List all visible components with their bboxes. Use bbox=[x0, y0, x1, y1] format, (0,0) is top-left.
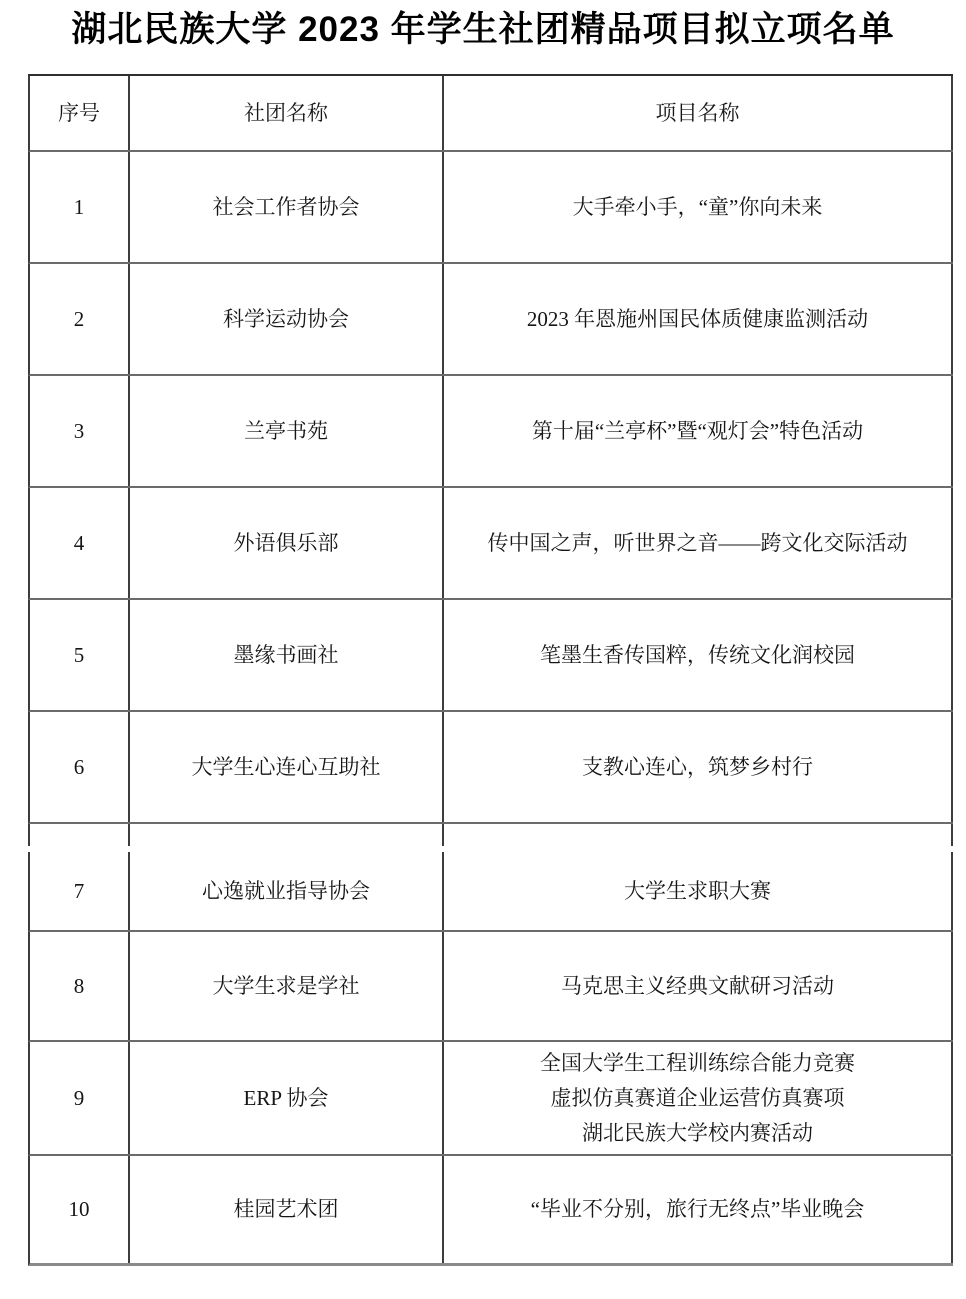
table-row bbox=[28, 264, 953, 376]
row-project-name: 2023 年恩施州国民体质健康监测活动 bbox=[444, 264, 953, 374]
row-serial-number: 4 bbox=[30, 488, 130, 598]
table-row bbox=[28, 600, 953, 712]
row-project-name: 第十届“兰亭杯”暨“观灯会”特色活动 bbox=[444, 376, 953, 486]
row-serial-number: 3 bbox=[30, 376, 130, 486]
table-body-page2 bbox=[28, 852, 953, 1266]
row-serial-number: 6 bbox=[30, 712, 130, 822]
stub-cell bbox=[130, 824, 444, 846]
stub-cell bbox=[30, 824, 130, 846]
row-project-name: 传中国之声，听世界之音——跨文化交际活动 bbox=[444, 488, 953, 598]
page-title: 湖北民族大学 2023 年学生社团精品项目拟立项名单 bbox=[71, 10, 895, 49]
project-name-line: 湖北民族大学校内赛活动 bbox=[582, 1120, 813, 1145]
table-row bbox=[28, 376, 953, 488]
row-project-name: 笔墨生香传国粹，传统文化润校园 bbox=[444, 600, 953, 710]
row-project-name bbox=[444, 1042, 953, 1154]
header-cell-project-name: 项目名称 bbox=[444, 76, 953, 150]
table-page2-segment bbox=[28, 852, 953, 1266]
project-name-line: 虚拟仿真赛道企业运营仿真赛项 bbox=[550, 1085, 845, 1110]
table-row bbox=[28, 488, 953, 600]
table-row bbox=[28, 1042, 953, 1156]
row-club-name: 墨缘书画社 bbox=[130, 600, 444, 710]
row-serial-number: 2 bbox=[30, 264, 130, 374]
row-club-name: 外语俱乐部 bbox=[130, 488, 444, 598]
project-name-line: 全国大学生工程训练综合能力竞赛 bbox=[540, 1050, 855, 1075]
row-project-name: 马克思主义经典文献研习活动 bbox=[444, 932, 953, 1040]
project-name-multiline bbox=[540, 1046, 855, 1151]
table-body-page1 bbox=[28, 152, 953, 824]
row-club-name: 科学运动协会 bbox=[130, 264, 444, 374]
row-club-name: ERP 协会 bbox=[130, 1042, 444, 1154]
row-serial-number: 9 bbox=[30, 1042, 130, 1154]
row-project-name: 大学生求职大赛 bbox=[444, 852, 953, 930]
row-club-name: 桂园艺术团 bbox=[130, 1156, 444, 1263]
table-row bbox=[28, 852, 953, 932]
projects-table bbox=[28, 74, 953, 1266]
table-row bbox=[28, 152, 953, 264]
row-project-name: “毕业不分别，旅行无终点”毕业晚会 bbox=[444, 1156, 953, 1263]
stub-cell bbox=[444, 824, 953, 846]
header-cell-club-name: 社团名称 bbox=[130, 76, 444, 150]
table-page1-segment bbox=[28, 74, 953, 846]
row-serial-number: 5 bbox=[30, 600, 130, 710]
row-club-name: 大学生心连心互助社 bbox=[130, 712, 444, 822]
row-club-name: 兰亭书苑 bbox=[130, 376, 444, 486]
table-header-row bbox=[28, 76, 953, 152]
row-serial-number: 7 bbox=[30, 852, 130, 930]
row-project-name: 支教心连心，筑梦乡村行 bbox=[444, 712, 953, 822]
table-row bbox=[28, 932, 953, 1042]
row-project-name: 大手牵小手，“童”你向未来 bbox=[444, 152, 953, 262]
row-club-name: 社会工作者协会 bbox=[130, 152, 444, 262]
table-row bbox=[28, 712, 953, 824]
row-club-name: 心逸就业指导协会 bbox=[130, 852, 444, 930]
table-row bbox=[28, 1156, 953, 1266]
row-serial-number: 8 bbox=[30, 932, 130, 1040]
header-cell-serial-number: 序号 bbox=[30, 76, 130, 150]
page-break-stub-row bbox=[28, 824, 953, 846]
row-serial-number: 10 bbox=[30, 1156, 130, 1263]
row-serial-number: 1 bbox=[30, 152, 130, 262]
row-club-name: 大学生求是学社 bbox=[130, 932, 444, 1040]
